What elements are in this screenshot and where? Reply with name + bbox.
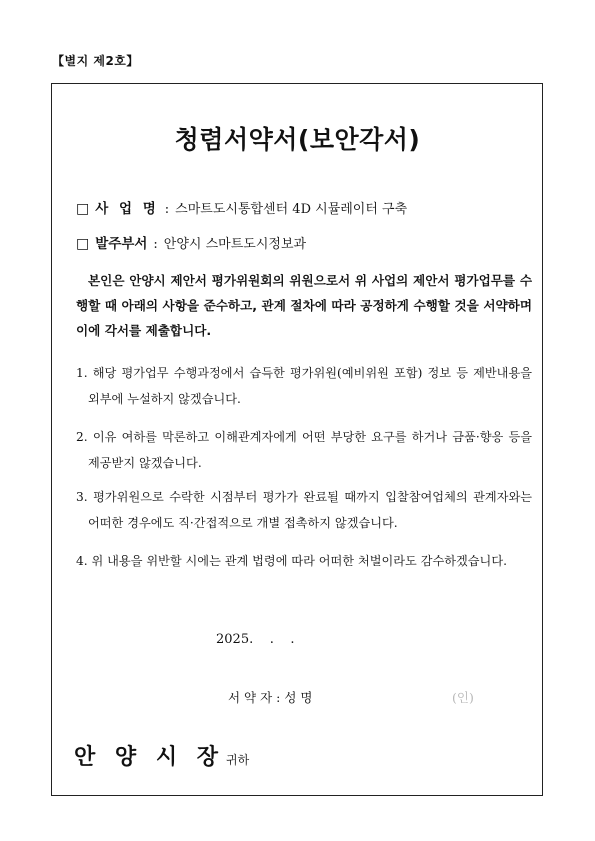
ordering-department-label: 발주부서 (95, 236, 148, 252)
signing-date: 2025. . . (216, 632, 295, 647)
signer-name-label: 서 약 자 : 성 명 (228, 690, 313, 705)
clause-item: 4. 위 내용을 위반할 시에는 관계 법령에 따라 어떠한 처벌이라도 감수하겠습니다. (76, 554, 507, 568)
project-name-label: 사 업 명 (95, 201, 159, 217)
clause-item: 3. 평가위원으로 수락한 시점부터 평가가 완료될 때까지 입찰참여업체의 관계자와는 어떠한 경우에도 직·간접적으로 개별 접촉하지 않겠습니다. (76, 490, 532, 530)
ordering-department-field (76, 232, 306, 252)
checkbox-icon: □ (76, 201, 90, 217)
project-name-value: 스마트도시통합센터 4D 시뮬레이터 구축 (175, 202, 408, 217)
field-separator: : (164, 202, 170, 217)
checkbox-icon: □ (76, 236, 90, 252)
seal-placeholder: (인) (452, 690, 474, 705)
addressee-name: 안 양 시 장 (74, 745, 224, 770)
pledge-statement: 본인은 안양시 제안서 평가위원회의 위원으로서 위 사업의 제안서 평가업무를 수행할 때 아래의 사항을 준수하고, 관계 절차에 따라 공정하게 수행할 것을 서약하며 이에 각서를 제출합니다. (76, 273, 532, 338)
document-title: 청렴서약서(보안각서) (174, 125, 421, 154)
field-separator: : (153, 237, 158, 252)
addressee-honorific: 귀하 (226, 753, 250, 767)
clause-item: 2. 이유 여하를 막론하고 이해관계자에게 어떤 부당한 요구를 하거나 금품·향응 등을 제공받지 않겠습니다. (76, 430, 532, 470)
addressee (74, 740, 249, 771)
ordering-department-value: 안양시 스마트도시정보과 (163, 237, 307, 252)
annex-label: 【별지 제2호】 (52, 54, 139, 68)
clause-item: 1. 해당 평가업무 수행과정에서 습득한 평가위원(예비위원 포함) 정보 등 제반내용을 외부에 누설하지 않겠습니다. (76, 366, 532, 406)
project-name-field (76, 197, 407, 217)
